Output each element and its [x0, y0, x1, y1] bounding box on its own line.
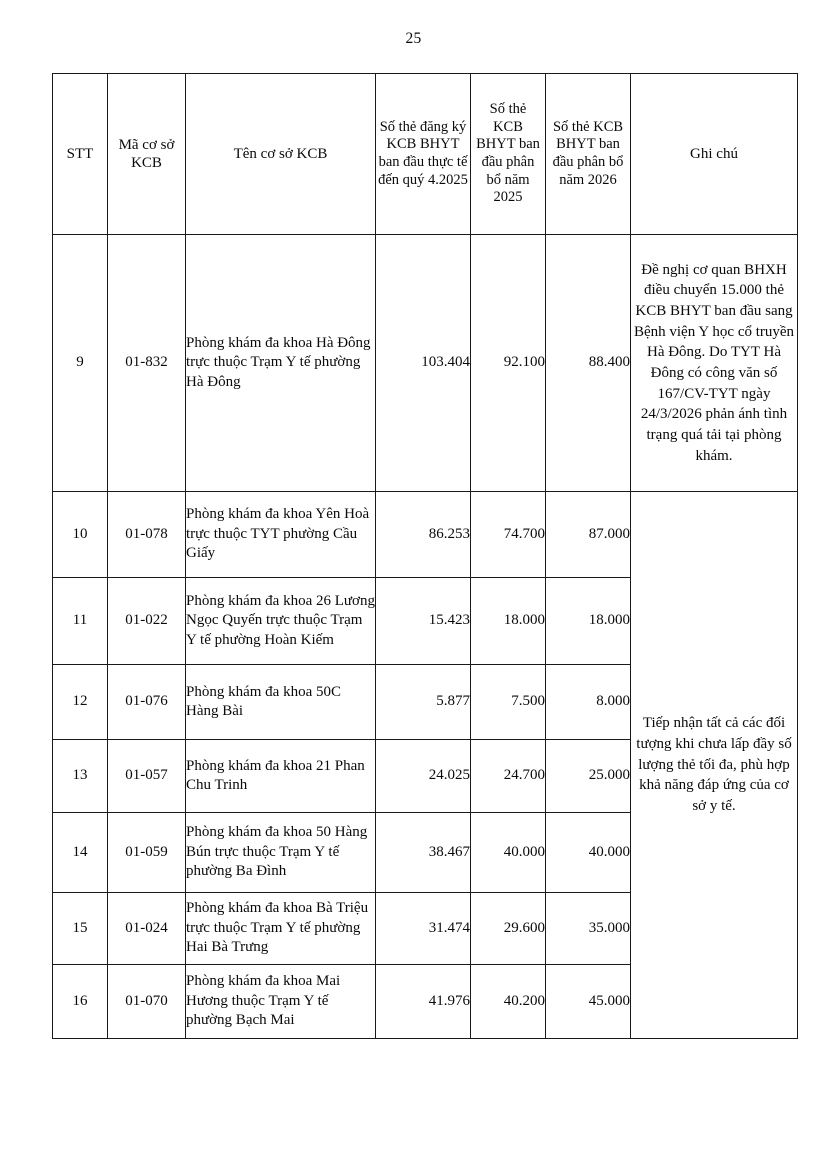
cell-stt: 10: [53, 492, 108, 578]
table-header: [53, 74, 798, 235]
cell-facility-code: 01-832: [108, 235, 186, 492]
cell-stt: 11: [53, 578, 108, 665]
cell-allocated-2026: 87.000: [546, 492, 631, 578]
cell-note-row9: Đề nghị cơ quan BHXH điều chuyển 15.000 thẻ KCB BHYT ban đầu sang Bệnh viện Y học cổ truyền Hà Đông. Do TYT Hà Đông có công văn số 167/CV-TYT ngày 24/3/2026 phản ánh tình trạng quá tải tại phòng khám.: [631, 235, 798, 492]
cell-facility-name: Phòng khám đa khoa Hà Đông trực thuộc Trạm Y tế phường Hà Đông: [186, 235, 376, 492]
table-header-row: [53, 74, 798, 235]
cell-allocated-2026: 25.000: [546, 740, 631, 813]
cell-registered-cards: 5.877: [376, 665, 471, 740]
cell-facility-name: Phòng khám đa khoa 50 Hàng Bún trực thuộc Trạm Y tế phường Ba Đình: [186, 813, 376, 893]
cell-facility-name: Phòng khám đa khoa Bà Triệu trực thuộc Trạm Y tế phường Hai Bà Trưng: [186, 893, 376, 965]
cell-allocated-2025: 24.700: [471, 740, 546, 813]
page-number: 25: [405, 30, 422, 47]
cell-facility-name: Phòng khám đa khoa 26 Lương Ngọc Quyến trực thuộc Trạm Y tế phường Hoàn Kiếm: [186, 578, 376, 665]
cell-facility-name: Phòng khám đa khoa Yên Hoà trực thuộc TYT phường Cầu Giấy: [186, 492, 376, 578]
cell-facility-name: Phòng khám đa khoa 50C Hàng Bài: [186, 665, 376, 740]
table-row: [53, 492, 798, 578]
cell-stt: 9: [53, 235, 108, 492]
cell-stt: 14: [53, 813, 108, 893]
column-header-stt: STT: [53, 74, 108, 235]
cell-allocated-2025: 29.600: [471, 893, 546, 965]
cell-allocated-2026: 40.000: [546, 813, 631, 893]
cell-allocated-2025: 18.000: [471, 578, 546, 665]
cell-allocated-2026: 18.000: [546, 578, 631, 665]
kcb-facilities-table-container: [52, 73, 797, 1039]
column-header-registered-cards-q4-2025: Số thẻ đăng ký KCB BHYT ban đầu thực tế đến quý 4.2025: [376, 74, 471, 235]
cell-registered-cards: 38.467: [376, 813, 471, 893]
cell-stt: 16: [53, 965, 108, 1039]
column-header-notes: Ghi chú: [631, 74, 798, 235]
column-header-allocated-cards-2026: Số thẻ KCB BHYT ban đầu phân bổ năm 2026: [546, 74, 631, 235]
column-header-facility-name: Tên cơ sở KCB: [186, 74, 376, 235]
cell-allocated-2026: 88.400: [546, 235, 631, 492]
cell-allocated-2026: 45.000: [546, 965, 631, 1039]
cell-stt: 13: [53, 740, 108, 813]
cell-allocated-2025: 74.700: [471, 492, 546, 578]
cell-allocated-2026: 35.000: [546, 893, 631, 965]
cell-allocated-2025: 40.000: [471, 813, 546, 893]
cell-facility-name: Phòng khám đa khoa Mai Hương thuộc Trạm Y tế phường Bạch Mai: [186, 965, 376, 1039]
cell-registered-cards: 103.404: [376, 235, 471, 492]
cell-registered-cards: 15.423: [376, 578, 471, 665]
cell-allocated-2025: 40.200: [471, 965, 546, 1039]
cell-facility-code: 01-078: [108, 492, 186, 578]
column-header-facility-code: Mã cơ sở KCB: [108, 74, 186, 235]
table-body: [53, 235, 798, 1039]
cell-facility-code: 01-059: [108, 813, 186, 893]
cell-allocated-2025: 92.100: [471, 235, 546, 492]
cell-registered-cards: 41.976: [376, 965, 471, 1039]
cell-registered-cards: 86.253: [376, 492, 471, 578]
cell-registered-cards: 24.025: [376, 740, 471, 813]
cell-stt: 15: [53, 893, 108, 965]
cell-facility-code: 01-057: [108, 740, 186, 813]
kcb-facilities-table: [52, 73, 798, 1039]
table-row: [53, 235, 798, 492]
cell-facility-code: 01-076: [108, 665, 186, 740]
cell-note-rows10-16: Tiếp nhận tất cả các đối tượng khi chưa lấp đầy số lượng thẻ tối đa, phù hợp khả năng đáp ứng của cơ sở y tế.: [631, 492, 798, 1039]
column-header-allocated-cards-2025: Số thẻ KCB BHYT ban đầu phân bổ năm 2025: [471, 74, 546, 235]
cell-stt: 12: [53, 665, 108, 740]
cell-facility-code: 01-022: [108, 578, 186, 665]
cell-facility-code: 01-070: [108, 965, 186, 1039]
cell-registered-cards: 31.474: [376, 893, 471, 965]
cell-allocated-2026: 8.000: [546, 665, 631, 740]
cell-allocated-2025: 7.500: [471, 665, 546, 740]
cell-facility-name: Phòng khám đa khoa 21 Phan Chu Trinh: [186, 740, 376, 813]
cell-facility-code: 01-024: [108, 893, 186, 965]
